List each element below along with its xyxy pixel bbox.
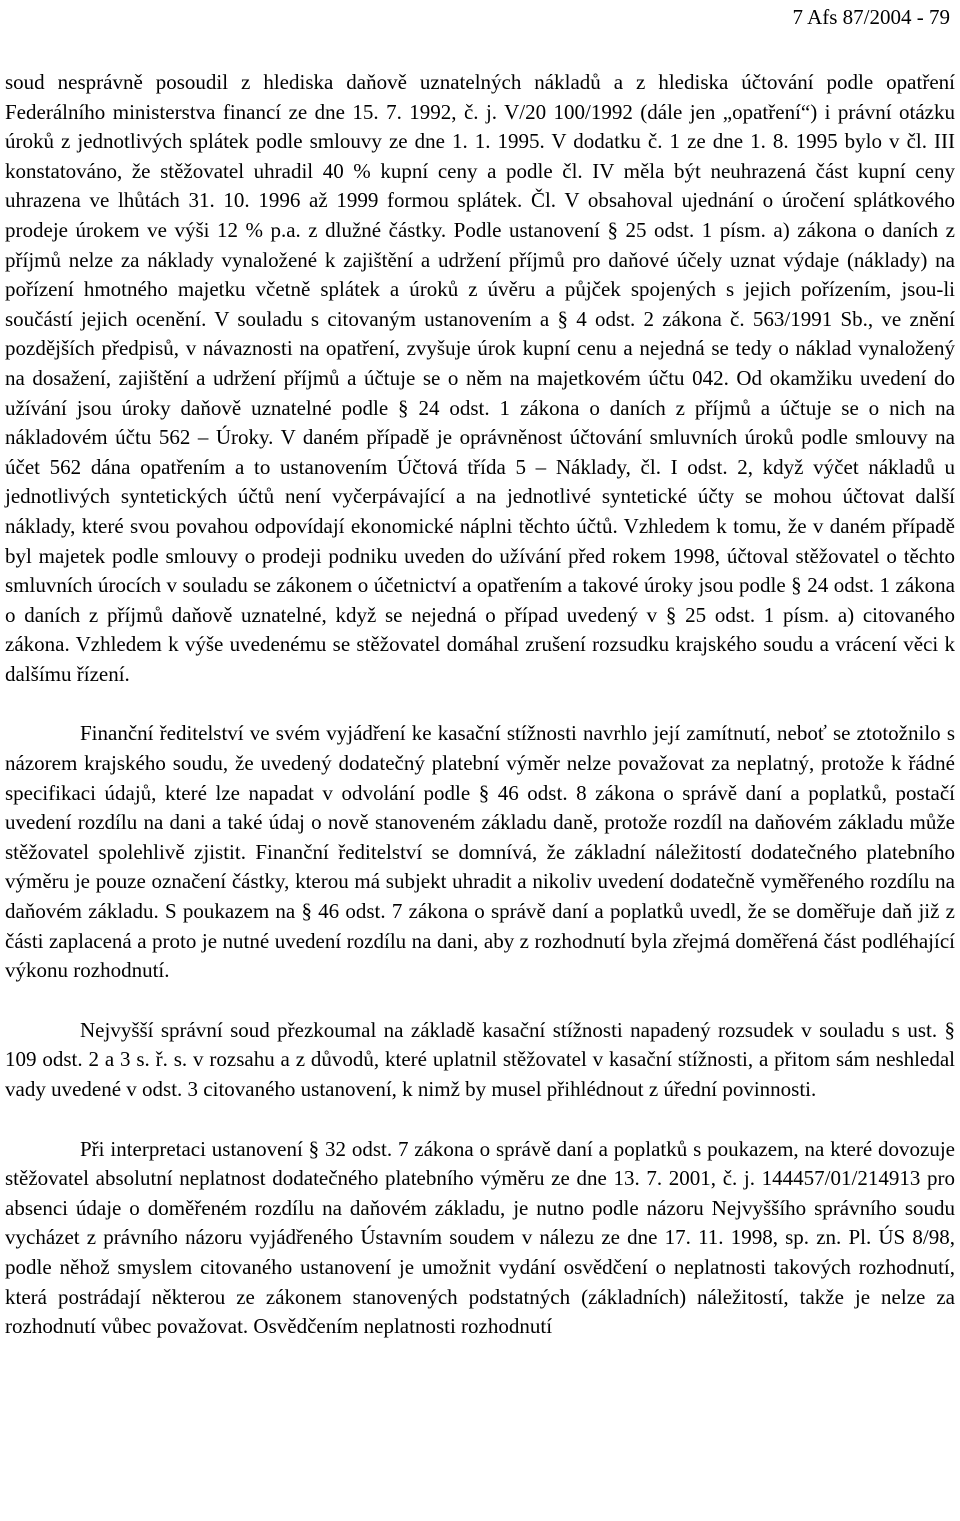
case-reference: 7 Afs 87/2004 - 79: [792, 5, 950, 29]
document-body: [5, 68, 955, 1342]
paragraph-gap: [5, 986, 955, 1016]
paragraph-4: Při interpretaci ustanovení § 32 odst. 7 zákona o správě daní a poplatků s poukazem, na které dovozuje stěžovatel absolutní neplatnost dodatečného platebního výměru ze dne 13. 7. 2001, č. j. 144457/01/214913 pro absenci údaje o doměřeném rozdílu na daňovém základu, je nutno podle názoru Nejvyššího správního soudu vycházet z právního názoru vyjádřeného Ústavním soudem v nálezu ze dne 17. 11. 1998, sp. zn. Pl. ÚS 8/98, podle něhož smyslem citovaného ustanovení je umožnit vydání osvědčení o neplatnosti takových rozhodnutí, která postrádají některou ze zákonem stanovených podstatných (základních) náležitostí, takže je nelze za rozhodnutí vůbec považovat. Osvědčením neplatnosti rozhodnutí: [5, 1136, 955, 1339]
paragraph-2: Finanční ředitelství ve svém vyjádření ke kasační stížnosti navrhlo její zamítnutí, neboť se ztotožnilo s názorem krajského soudu, že uvedený dodatečný platební výměr nelze považovat za neplatný, protože k řádné specifikaci údajů, které lze napadat v odvolání podle § 46 odst. 8 zákona o správě daní a poplatků, postačí uvedení rozdílu na dani a také údaj o nově stanoveném základu daně, protože rozdíl na daňovém základu může stěžovatel spolehlivě zjistit. Finanční ředitelství se domnívá, že základní náležitostí dodatečného platebního výměru je pouze označení částky, kterou má subjekt uhradit a nikoliv uvedení dodatečně vyměřeného rozdílu na daňovém základu. S poukazem na § 46 odst. 7 zákona o správě daní a poplatků uvedl, že se doměřuje daň již z části zaplacená a proto je nutné uvedení rozdílu na dani, aby z rozhodnutí byla zřejmá doměřená část podléhající výkonu rozhodnutí.: [5, 721, 955, 983]
paragraph-1: soud nesprávně posoudil z hlediska daňově uznatelných nákladů a z hlediska účtování podle opatření Federálního ministerstva financí ze dne 15. 7. 1992, č. j. V/20 100/1992 (dále jen „opatření“) i právní otázku úroků z jednotlivých splátek podle smlouvy ze dne 1. 1. 1995. V dodatku č. 1 ze dne 1. 8. 1995 bylo v čl. III konstatováno, že stěžovatel uhradil 40 % kupní ceny a podle čl. IV měla být neuhrazená část kupní ceny uhrazena ve lhůtách 31. 10. 1996 až 1999 formou splátek. Čl. V obsahoval ujednání o úročení splátkového prodeje úrokem ve výši 12 % p.a. z dlužné částky. Podle ustanovení § 25 odst. 1 písm. a) zákona o daních z příjmů nelze za náklady vynaložené k zajištění a udržení příjmů pro daňové účely uznat výdaje (náklady) na pořízení hmotného majetku včetně splátek a úroků z úvěru a půjček spojených s jejich pořízením, jsou-li součástí jejich ocenění. V souladu s citovaným ustanovením a § 4 odst. 2 zákona č. 563/1991 Sb., ve znění pozdějších předpisů, v návaznosti na opatření, zvyšuje úrok kupní cenu a nejedná se tedy o náklad vynaložený na dosažení, zajištění a udržení příjmů a účtuje se o něm na majetkovém účtu 042. Od okamžiku uvedení do užívání jsou úroky daňově uznatelné podle § 24 odst. 1 zákona o daních z příjmů a účtuje se o nich na nákladovém účtu 562 – Úroky. V daném případě je oprávněnost účtování smluvních úroků podle smlouvy na účet 562 dána opatřením a to ustanovením Účtová třída 5 – Náklady, čl. I odst. 2, když výčet nákladů u jednotlivých syntetických účtů není vyčerpávající a na jednotlivé syntetické účty se mohou účtovat další náklady, které svou povahou odpovídají ekonomické náplni těchto účtů. Vzhledem k tomu, že v daném případě byl majetek podle smlouvy o prodeji podniku uveden do užívání před rokem 1998, účtoval stěžovatel o těchto smluvních úrocích v souladu se zákonem o účetnictví a opatřením a takové úroky jsou podle § 24 odst. 1 zákona o daních z příjmů daňově uznatelné, když se nejedná o případ uvedený v § 25 odst. 1 písm. a) citovaného zákona. Vzhledem k výše uvedenému se stěžovatel domáhal zrušení rozsudku krajského soudu a vrácení věci k dalšímu řízení.: [5, 70, 955, 686]
paragraph-gap: [5, 1105, 955, 1135]
paragraph-3: Nejvyšší správní soud přezkoumal na základě kasační stížnosti napadený rozsudek v souladu s ust. § 109 odst. 2 a 3 s. ř. s. v rozsahu a z důvodů, které uplatnil stěžovatel v kasační stížnosti, a přitom sám neshledal vady uvedené v odst. 3 citovaného ustanovení, k nimž by musel přihlédnout z úřední povinnosti.: [5, 1017, 955, 1101]
paragraph-gap: [5, 689, 955, 719]
